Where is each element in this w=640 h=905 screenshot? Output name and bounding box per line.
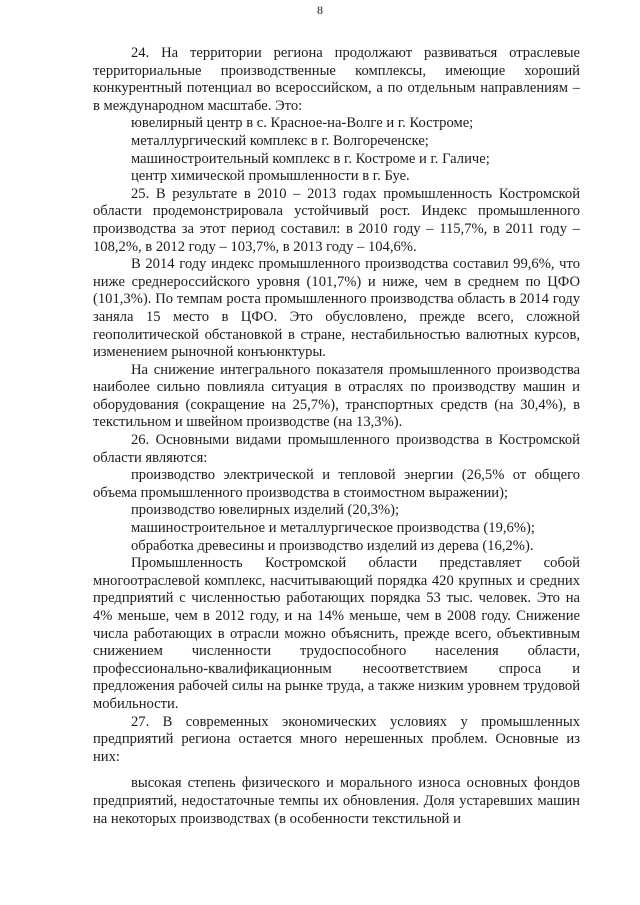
page-number: 8 (317, 3, 323, 17)
list-item-wood: обработка древесины и производство изделий из дерева (16,2%). (131, 537, 534, 554)
paragraph-27: 27. В современных экономических условиях у промышленных предприятий региона остается много нерешенных проблем. Основные из них: (93, 713, 580, 765)
list-item-metallurgy: металлургический комплекс в г. Волгореченске; (131, 132, 429, 149)
list-item-jewelry-center: ювелирный центр в с. Красное-на-Волге и г. Костроме; (131, 115, 474, 132)
list-item-machine-building: машиностроительный комплекс в г. Костроме и г. Галиче; (131, 150, 490, 167)
paragraph-2014-index: В 2014 году индекс промышленного производства составил 99,6%, что ниже среднероссийского уровня (101,7%) и ниже, чем в среднем по ЦФО (101,3%). По темпам роста промышленного производства область в 2014 году заняла 15 место в ЦФО. Это обусловлено, прежде всего, сложной геополитической обстановкой в стране, нестабильностью валютных курсов, изменением рыночной конъюнктуры. (93, 256, 580, 361)
list-item-energy: производство электрической и тепловой энергии (26,5% от общего объема промышленного производства в стоимостном выражении); (93, 467, 580, 501)
list-item-machine-metallurgy: машиностроительное и металлургическое производства (19,6%); (131, 520, 535, 537)
list-item-jewelry-production: производство ювелирных изделий (20,3%); (131, 502, 400, 519)
paragraph-25: 25. В результате в 2010 – 2013 годах промышленность Костромской области продемонстрировала устойчивый рост. Индекс промышленного производства за этот период составил: в 2010 году – 115,7%, в 2011 году – 108,2%, в 2012 году – 103,7%, в 2013 году – 104,6%. (93, 185, 580, 255)
paragraph-24: 24. На территории региона продолжают развиваться отраслевые территориальные производственные комплексы, имеющие хороший конкурентный потенциал во всероссийском, а по отдельным направлениям – в международном масштабе. Это: (93, 45, 580, 114)
document-body (93, 45, 580, 828)
paragraph-decline: На снижение интегрального показателя промышленного производства наиболее сильно повлияла ситуация в отраслях по производству машин и оборудования (сокращение на 25,7%), транспортных средств (на 30,4%), в текстильном и швейном производстве (на 13,3%). (93, 361, 580, 431)
paragraph-26: 26. Основными видами промышленного производства в Костромской области являются: (93, 432, 580, 466)
list-item-chemical: центр химической промышленности в г. Буе. (131, 168, 410, 185)
list-item-wear: высокая степень физического и морального износа основных фондов предприятий, недостаточные темпы их обновления. Доля устаревших машин на некоторых производствах (в особенности текстильной и (93, 775, 580, 827)
paragraph-industry-structure: Промышленность Костромской области представляет собой многоотраслевой комплекс, насчитывающий порядка 420 крупных и средних предприятий с численностью работающих порядка 53 тыс. человек. Это на 4% меньше, чем в 2012 году, и на 14% меньше, чем в 2008 году. Снижение числа работающих в отрасли можно объяснить, прежде всего, объективным снижением численности трудоспособного населения области, профессионально-квалификационным несоответствием спроса и предложения рабочей силы на рынке труда, а также низким уровнем трудовой мобильности. (93, 555, 580, 712)
